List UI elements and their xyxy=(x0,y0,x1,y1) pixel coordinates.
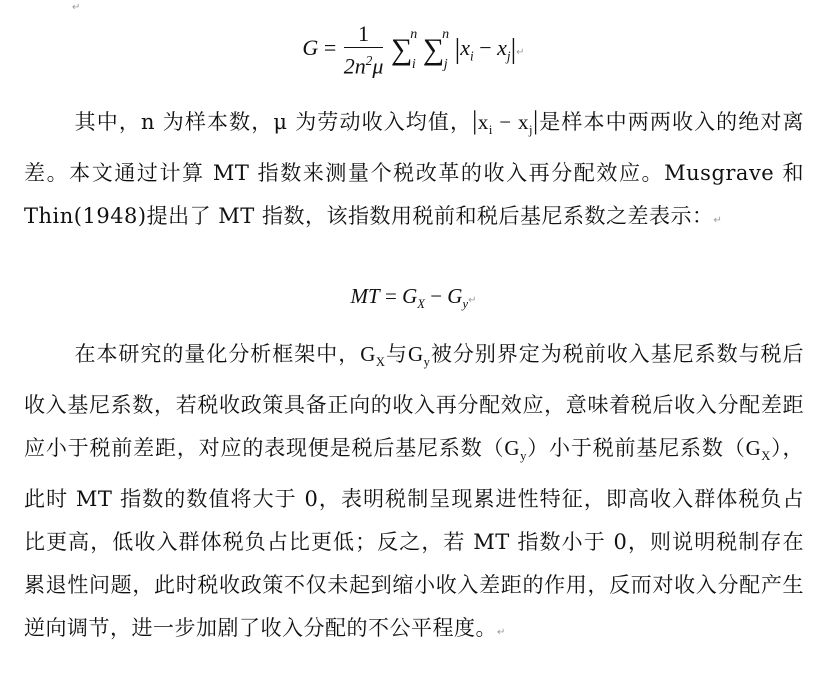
sub-x: X xyxy=(375,355,386,370)
sub-y: y xyxy=(423,355,431,370)
sub-x: X xyxy=(761,449,771,464)
text-run: 在本研究的量化分析框架中， xyxy=(74,342,361,366)
formula-equals: = xyxy=(323,35,337,61)
paragraph-mark: ↵ xyxy=(713,215,723,227)
text-run: 是样本中两两收入的绝对离差。本文通过计算 MT 指数来测量个税改革的收入再分配效应。Musgrave 和 Thin(1948)提出了 MT 指数，该指数用税前和税后基尼系数之差表示： xyxy=(24,110,805,229)
var-g: G xyxy=(745,436,762,461)
mt-formula xyxy=(0,284,827,312)
paragraph-definition xyxy=(24,99,804,242)
sub-x: X xyxy=(417,297,425,312)
var-x: x xyxy=(497,35,507,61)
sub-y: y xyxy=(520,449,527,464)
var-g: G xyxy=(447,284,463,308)
sub-j: j xyxy=(528,123,533,138)
sub-i: i xyxy=(488,123,493,138)
sum-lower: j xyxy=(443,57,448,72)
abs-bar: | xyxy=(472,106,478,135)
var-g: G xyxy=(402,284,418,308)
text-run: 与 xyxy=(385,342,408,366)
paragraph-mark: ↵ xyxy=(497,627,506,639)
abs-bar: | xyxy=(510,34,517,65)
sum-upper: n xyxy=(442,27,450,42)
text-run: ），此时 MT 指数的数值将大于 0，表明税制呈现累进性特征，即高收入群体税负占比更高，低收入群体税负占比更低；反之，若 MT 指数小于 0，则说明税制存在累退性问题，此时税收政策不仅未起到缩小收入差距的作用，反而对收入分配产生逆向调节，进一步加剧了收入分配的不公平程度。 xyxy=(24,436,805,641)
paragraph-interpretation xyxy=(24,333,804,654)
formula-lhs: MT xyxy=(350,284,380,308)
den-mu: μ xyxy=(372,53,384,79)
gini-formula xyxy=(0,20,827,80)
sum-upper: n xyxy=(410,27,418,42)
var-g: G xyxy=(360,342,376,366)
sum-lower: i xyxy=(411,57,416,72)
var-x: x xyxy=(460,35,471,61)
minus-sign: − xyxy=(479,35,492,61)
var-g: G xyxy=(407,342,424,366)
fraction-numerator: 1 xyxy=(344,21,384,48)
sub-j: j xyxy=(506,48,511,64)
var-x: x xyxy=(477,110,489,134)
paragraph-mark: ↵ xyxy=(468,295,477,306)
formula-equals: = xyxy=(379,284,403,308)
minus-sign: − xyxy=(492,110,518,134)
den-part: 2n xyxy=(343,53,366,79)
sub-y: y xyxy=(462,297,469,312)
text-run: 被分别界定为税前收入基尼系数与税后收入基尼系数，若税收政策具备正向的收入再分配效应，意味着税后收入分配差距应小于税前差距，对应的表现便是税后基尼系数（ xyxy=(24,342,805,461)
var-g: G xyxy=(504,436,521,461)
text-run: ）小于税前基尼系数（ xyxy=(526,436,746,461)
abs-bar: | xyxy=(454,34,461,65)
paragraph-mark: ↵ xyxy=(516,47,525,59)
var-x: x xyxy=(517,110,529,134)
formula-fraction xyxy=(344,21,384,79)
paragraph-mark: ↵ xyxy=(72,2,81,13)
sub-i: i xyxy=(470,48,474,64)
text-run: 其中，n 为样本数，μ 为劳动收入均值， xyxy=(74,110,473,134)
den-exponent: 2 xyxy=(365,52,373,68)
sum-symbol: ∑ xyxy=(422,33,445,66)
sum-symbol: ∑ xyxy=(390,33,413,66)
minus-sign: − xyxy=(424,284,448,308)
formula-lhs: G xyxy=(302,35,319,61)
fraction-denominator xyxy=(344,48,384,79)
abs-bar: | xyxy=(532,106,539,135)
